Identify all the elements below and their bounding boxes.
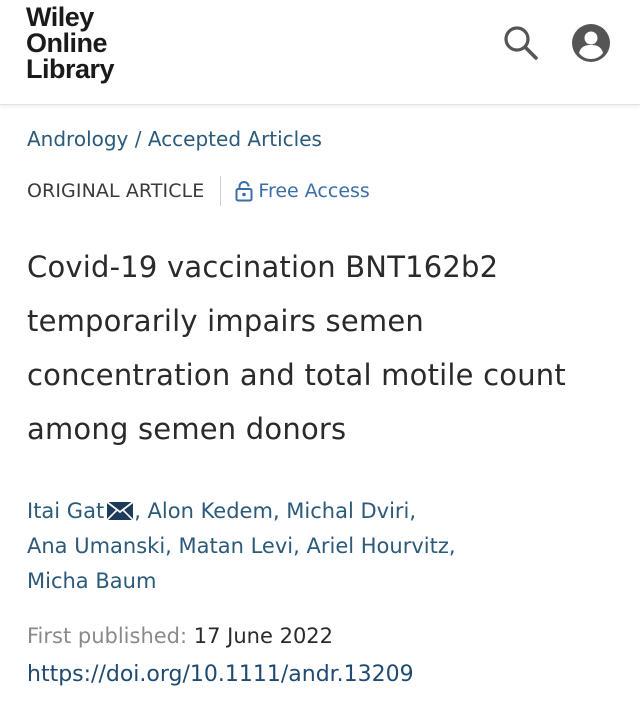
article-title: Covid-19 vaccination BNT162b2 temporarily impairs semen concentration and total motile count among semen donors <box>27 250 566 446</box>
author-link[interactable]: Matan Levi <box>178 534 294 558</box>
free-access-label: Free Access <box>258 180 370 202</box>
doi-link[interactable]: https://doi.org/10.1111/andr.13209 <box>27 662 414 687</box>
logo-line-3: Library <box>26 54 115 84</box>
published-date: 17 June 2022 <box>193 624 334 648</box>
wiley-online-library-logo[interactable] <box>26 4 114 82</box>
breadcrumb <box>27 127 322 151</box>
publication-date <box>27 624 333 648</box>
author-link[interactable]: Michal Dviri <box>286 499 410 523</box>
author-list: Itai Gat , Alon Kedem, Michal Dviri, Ana Umanski, Matan Levi, Ariel Hourvitz, Micha Baum <box>27 499 456 593</box>
logo-line-2: Online <box>26 28 108 58</box>
meta-divider <box>220 176 221 206</box>
unlocked-padlock-icon <box>235 180 253 202</box>
free-access-badge <box>235 180 369 202</box>
author-link[interactable]: Ariel Hourvitz <box>306 534 449 558</box>
author-link[interactable]: Ana Umanski <box>27 534 166 558</box>
site-header <box>0 0 640 105</box>
author-link[interactable]: Alon Kedem <box>147 499 273 523</box>
account-button[interactable] <box>570 22 612 64</box>
author-link[interactable]: Itai Gat <box>27 499 105 523</box>
search-button[interactable] <box>500 22 540 62</box>
breadcrumb-section-link[interactable]: Accepted Articles <box>147 127 322 151</box>
author-link[interactable]: Micha Baum <box>27 569 157 593</box>
breadcrumb-journal-link[interactable]: Andrology <box>27 127 129 151</box>
search-icon <box>500 22 540 62</box>
user-account-icon <box>570 22 612 64</box>
envelope-icon[interactable] <box>106 501 134 521</box>
published-label: First published: <box>27 624 188 648</box>
breadcrumb-separator: / <box>128 127 148 151</box>
article-type-label: ORIGINAL ARTICLE <box>27 180 205 202</box>
logo-line-1: Wiley <box>26 2 94 32</box>
article-meta-row <box>27 176 370 206</box>
